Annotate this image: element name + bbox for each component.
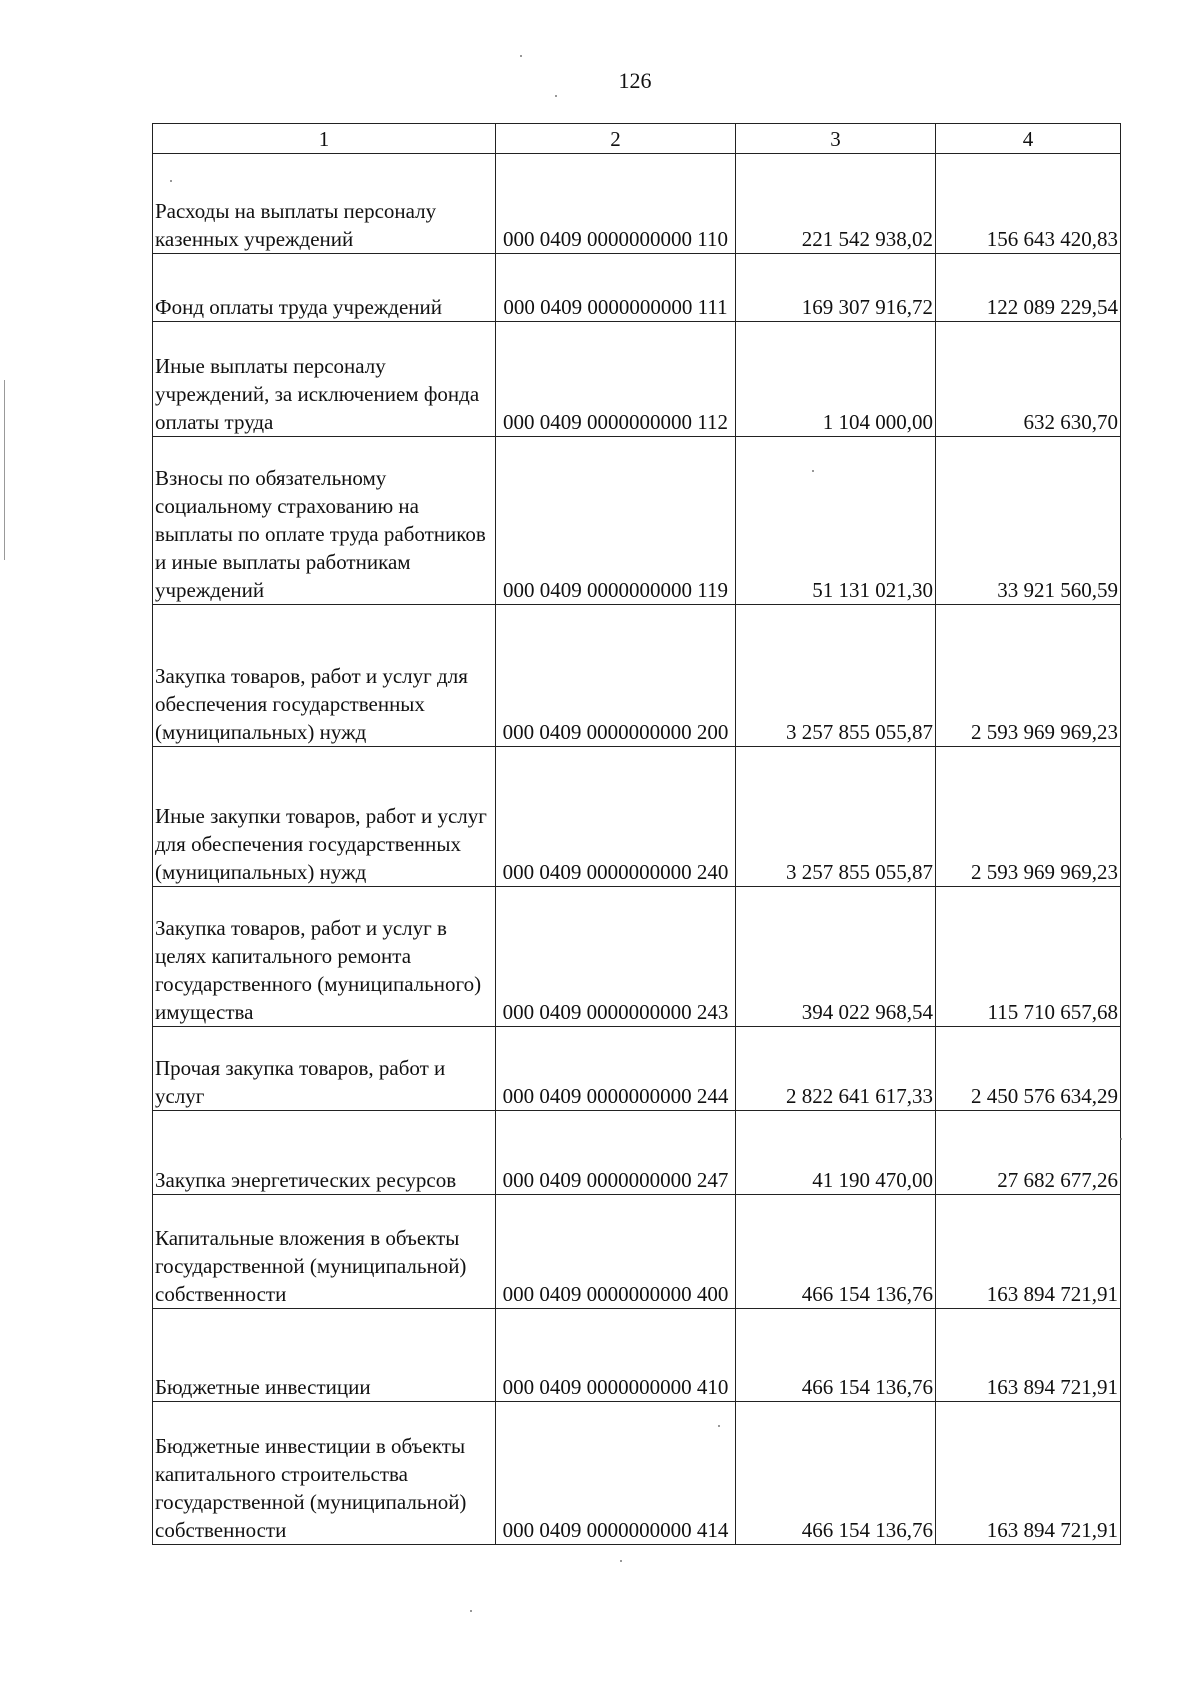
expense-name: Капитальные вложения в объекты государственной (муниципальной) собственности [153,1195,496,1309]
amount-col4: 163 894 721,91 [936,1195,1121,1309]
amount-col3: 466 154 136,76 [736,1309,936,1402]
budget-code: 000 0409 0000000000 200 [496,605,736,747]
amount-col3: 1 104 000,00 [736,322,936,437]
budget-code: 000 0409 0000000000 243 [496,887,736,1027]
amount-col3: 3 257 855 055,87 [736,605,936,747]
amount-col4: 33 921 560,59 [936,437,1121,605]
budget-code: 000 0409 0000000000 119 [496,437,736,605]
scan-speck [718,1425,720,1427]
expense-name: Закупка товаров, работ и услуг для обеспечения государственных (муниципальных) нужд [153,605,496,747]
amount-col3: 169 307 916,72 [736,254,936,322]
table-row [153,254,1121,322]
column-header-4: 4 [936,124,1121,154]
expense-name: Закупка товаров, работ и услуг в целях капитального ремонта государственного (муниципального) имущества [153,887,496,1027]
amount-col4: 156 643 420,83 [936,154,1121,254]
table-row [153,437,1121,605]
column-header-2: 2 [496,124,736,154]
table-row [153,1111,1121,1195]
table-row [153,1027,1121,1111]
amount-col4: 2 450 576 634,29 [936,1027,1121,1111]
expense-name: Прочая закупка товаров, работ и услуг [153,1027,496,1111]
amount-col4: 632 630,70 [936,322,1121,437]
scan-speck [170,180,172,182]
expense-name: Иные выплаты персоналу учреждений, за исключением фонда оплаты труда [153,322,496,437]
budget-code: 000 0409 0000000000 111 [496,254,736,322]
table-row [153,1195,1121,1309]
amount-col3: 466 154 136,76 [736,1195,936,1309]
scan-speck [620,1560,622,1562]
budget-code: 000 0409 0000000000 247 [496,1111,736,1195]
page-number: 126 [618,68,652,93]
amount-col3: 3 257 855 055,87 [736,747,936,887]
table-row [153,747,1121,887]
scan-speck [1120,1138,1122,1140]
budget-code: 000 0409 0000000000 400 [496,1195,736,1309]
expense-name: Фонд оплаты труда учреждений [153,254,496,322]
header-row [153,124,1121,154]
table-row [153,322,1121,437]
amount-col3: 221 542 938,02 [736,154,936,254]
expense-name: Расходы на выплаты персоналу казенных учреждений [153,154,496,254]
amount-col4: 163 894 721,91 [936,1402,1121,1545]
expense-name: Закупка энергетических ресурсов [153,1111,496,1195]
amount-col3: 466 154 136,76 [736,1402,936,1545]
column-header-3: 3 [736,124,936,154]
table-row [153,1402,1121,1545]
column-header-1: 1 [153,124,496,154]
budget-code: 000 0409 0000000000 112 [496,322,736,437]
scan-speck [520,55,522,57]
budget-code: 000 0409 0000000000 240 [496,747,736,887]
expense-name: Бюджетные инвестиции в объекты капитального строительства государственной (муниципальной) собственности [153,1402,496,1545]
amount-col4: 2 593 969 969,23 [936,605,1121,747]
table-row [153,887,1121,1027]
table-row [153,605,1121,747]
amount-col3: 2 822 641 617,33 [736,1027,936,1111]
scan-speck [470,1610,472,1612]
budget-code: 000 0409 0000000000 110 [496,154,736,254]
scan-edge-mark [4,380,5,560]
expense-name: Иные закупки товаров, работ и услуг для обеспечения государственных (муниципальных) нужд [153,747,496,887]
scan-speck [555,95,557,97]
amount-col3: 394 022 968,54 [736,887,936,1027]
amount-col4: 27 682 677,26 [936,1111,1121,1195]
amount-col4: 115 710 657,68 [936,887,1121,1027]
budget-table [152,123,1121,1545]
scan-speck [812,470,814,472]
amount-col4: 2 593 969 969,23 [936,747,1121,887]
amount-col4: 122 089 229,54 [936,254,1121,322]
amount-col4: 163 894 721,91 [936,1309,1121,1402]
budget-code: 000 0409 0000000000 414 [496,1402,736,1545]
budget-code: 000 0409 0000000000 244 [496,1027,736,1111]
amount-col3: 41 190 470,00 [736,1111,936,1195]
expense-name: Бюджетные инвестиции [153,1309,496,1402]
table-row [153,1309,1121,1402]
amount-col3: 51 131 021,30 [736,437,936,605]
expense-name: Взносы по обязательному социальному страхованию на выплаты по оплате труда работников и иные выплаты работникам учреждений [153,437,496,605]
budget-code: 000 0409 0000000000 410 [496,1309,736,1402]
table-row [153,154,1121,254]
